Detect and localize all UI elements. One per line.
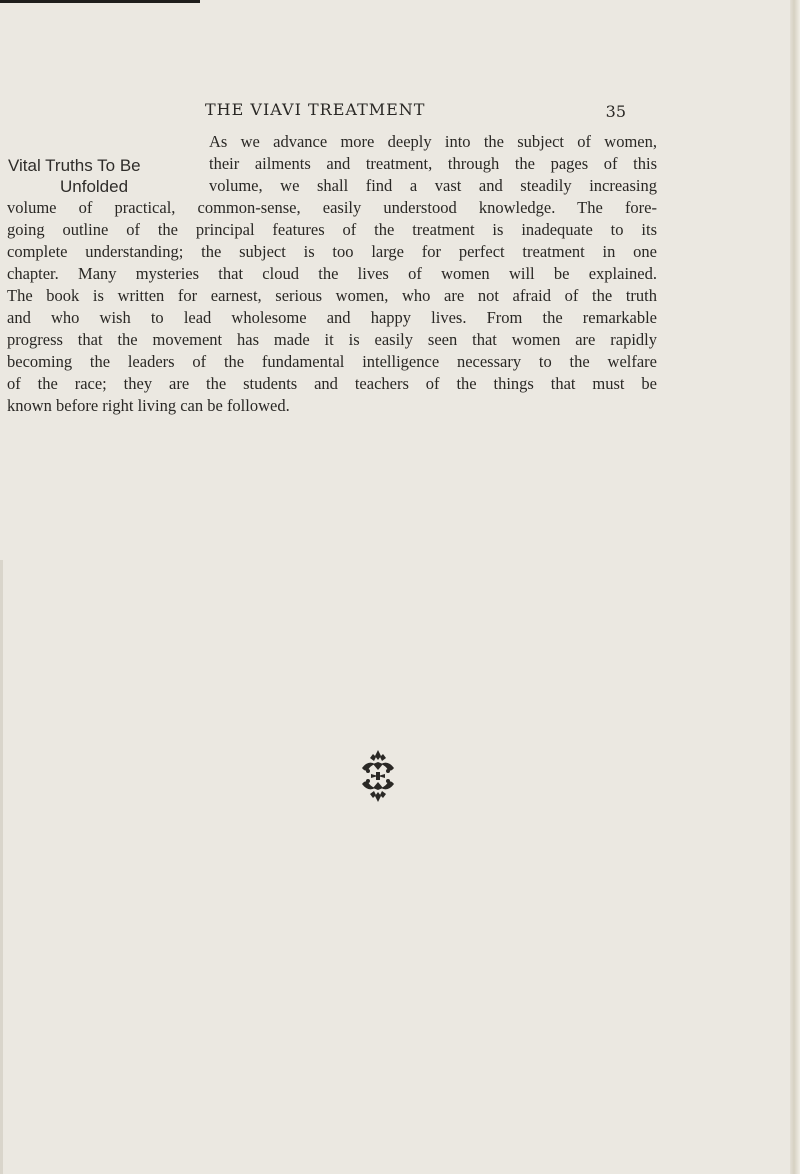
side-heading-line-2: Unfolded <box>60 177 129 196</box>
text-line: volume of practical, common-sense, easily understood knowledge. The fore- <box>7 198 657 217</box>
running-title: THE VIAVI TREATMENT <box>205 100 426 119</box>
text-line: chapter. Many mysteries that cloud the lives of women will be explained. <box>7 264 657 283</box>
text-line: going outline of the principal features of the treatment is inadequate to its <box>7 220 657 239</box>
text-line: complete understanding; the subject is too large for perfect treatment in one <box>7 242 657 261</box>
floral-ornament-icon <box>358 748 398 804</box>
side-heading-line-1: Vital Truths To Be <box>8 156 141 175</box>
text-line: progress that the movement has made it is easily seen that women are rapidly <box>7 330 657 349</box>
text-line: becoming the leaders of the fundamental intelligence necessary to the welfare <box>7 352 657 371</box>
page-edge-right <box>790 0 800 1174</box>
running-head <box>200 100 630 130</box>
page-edge-top <box>0 0 200 3</box>
page-number: 35 <box>605 102 626 121</box>
text-line: volume, we shall find a vast and steadily increasing <box>209 176 657 195</box>
text-line: The book is written for earnest, serious women, who are not afraid of the truth <box>7 286 657 305</box>
text-line: As we advance more deeply into the subject of women, <box>209 132 657 151</box>
page-edge-left <box>0 560 3 1174</box>
body-paragraph <box>7 131 657 417</box>
text-line: of the race; they are the students and teachers of the things that must be <box>7 374 657 393</box>
text-line: their ailments and treatment, through the pages of this <box>209 154 657 173</box>
text-line: known before right living can be followed. <box>7 396 290 415</box>
text-line: and who wish to lead wholesome and happy lives. From the remarkable <box>7 308 657 327</box>
